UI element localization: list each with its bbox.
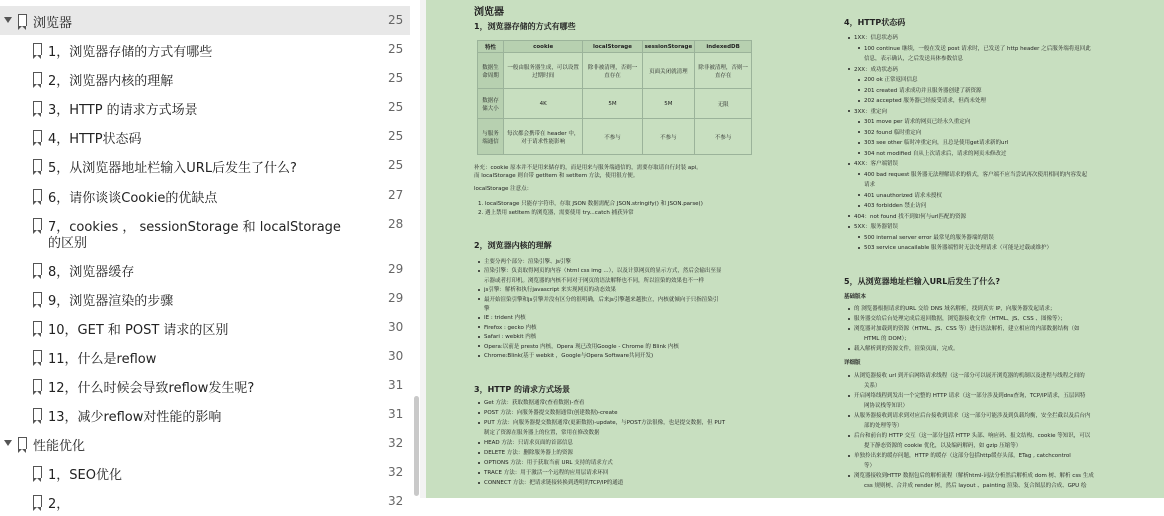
list-item (864, 482, 1086, 490)
list-item (478, 449, 573, 457)
outline-page-number: 25 (388, 158, 404, 172)
outline-page-number: 25 (388, 100, 404, 114)
bullet-icon (858, 100, 860, 102)
list-item-text: 示器或者打印机。浏览器的内核不同对于网页的语法解释也不同，所以渲染的效果也不一样 (484, 277, 705, 284)
outline-item[interactable] (0, 151, 410, 180)
table-header-cell: localStorage (583, 41, 642, 53)
list-item-text: 主要分两个部分：渲染引擎、js引擎 (484, 259, 571, 265)
list-item-text: 304 not modified 自从上次请求后，请求的网页未修改过 (864, 150, 1007, 157)
outline-item[interactable] (0, 255, 410, 284)
outline-page-number: 31 (388, 378, 404, 392)
outline-page-number: 32 (388, 465, 404, 479)
bookmark-icon (33, 130, 42, 142)
outline-scrollbar[interactable] (414, 396, 419, 496)
table-cell: 除非被清理，否则一直存在 (583, 53, 642, 89)
list-item-text: HEAD 方法：只请求页面的首部信息 (484, 440, 573, 446)
list-item (864, 335, 910, 343)
bullet-icon (478, 462, 480, 464)
list-item-text: 5XX：服务器错误 (854, 224, 899, 230)
list-item (478, 419, 725, 427)
table-cell: 5M (642, 89, 695, 119)
list-item (478, 314, 526, 322)
list-item (864, 442, 1021, 450)
list-item-text: Opera:以前是 presto 内核，Opera 现已改用Google - Chrome 的 Blink 内核 (484, 343, 679, 350)
outline-page-number: 25 (388, 129, 404, 143)
list-item (848, 345, 959, 353)
list-item-text: 3XX：重定向 (854, 108, 888, 115)
bookmark-icon (33, 321, 42, 333)
outline-item-label: 2， (48, 497, 70, 512)
note-line: 而 localStorage 则自带 getItem 和 setItem 方法，使用很方便。 (474, 173, 639, 179)
list-item (848, 432, 1090, 440)
list-item-text: 渲染引擎：负责取得网页的内容（html css img ...），以及计算网页的显示方式，然后会输出至显 (484, 268, 722, 275)
list-item-text: 503 service unacailable 服务器端暂时无法处理请求（可能是过载或维护） (864, 245, 1053, 251)
bookmark-icon (33, 495, 42, 507)
doc-title: 浏览器 (474, 7, 504, 18)
table-cell: 与服务端通信 (478, 119, 504, 155)
outline-item[interactable] (0, 181, 410, 210)
outline-item-label: 3，HTTP 的请求方式场景 (48, 103, 198, 118)
bullet-icon (858, 205, 860, 207)
outline-page-number: 25 (388, 42, 404, 56)
list-item-text: 信息，表示确认，之后发送具体参数信息 (864, 56, 964, 62)
list-item-text: 浏览器接收到HTTP 数据包后的解析流程（解析html-词法分析然后解析成 dom 树、解析 css 生成 (854, 473, 1094, 479)
bullet-icon (848, 68, 850, 70)
bullet-icon (848, 226, 850, 228)
basic-version-label: 基础版本 (844, 294, 867, 300)
list-item (864, 181, 875, 189)
list-item (848, 452, 1071, 460)
storage-table (477, 40, 752, 155)
outline-item[interactable] (0, 458, 410, 487)
list-item (864, 402, 908, 410)
table-cell: 不参与 (642, 119, 695, 155)
bullet-icon (848, 348, 850, 350)
bullet-icon (858, 194, 860, 196)
list-item-text: 1XX：信息状态码 (854, 35, 899, 41)
bullet-icon (848, 475, 850, 477)
list-item-text: 2XX：成功状态码 (854, 66, 899, 73)
table-header-cell: sessionStorage (642, 41, 695, 53)
outline-item-label: 1，浏览器存储的方式有哪些 (48, 45, 213, 60)
list-item (484, 277, 704, 285)
list-item (478, 324, 537, 332)
bullet-icon (848, 415, 850, 417)
list-item-text: 400 bad request 服务器无法理解请求的格式，客户端不应当尝试再次使用相同的内容发起 (864, 171, 1088, 178)
table-header-cell: cookie (504, 41, 583, 53)
list-item (858, 171, 1087, 179)
list-item (478, 409, 617, 417)
bullet-icon (478, 289, 480, 291)
list-item (478, 258, 571, 266)
table-cell: 不参与 (695, 119, 752, 155)
bookmark-icon (18, 437, 27, 449)
bullet-icon (478, 472, 480, 474)
detail-version-label: 详细版 (844, 360, 861, 366)
bookmark-icon (33, 408, 42, 420)
outline-item[interactable] (0, 122, 410, 151)
outline-item-label: 7，cookies ， sessionStorage 和 localStorage (48, 220, 341, 235)
list-item-text: 202 accepted 服务器已经接受请求，但尚未处理 (864, 98, 986, 104)
outline-page-number: 29 (388, 291, 404, 305)
list-item (858, 234, 994, 242)
outline-section-item[interactable] (0, 6, 410, 35)
bullet-icon (478, 422, 480, 424)
outline-item[interactable] (0, 342, 410, 371)
table-cell: 无限 (695, 89, 752, 119)
list-item (848, 412, 1091, 420)
list-item-text: CONNECT 方法：把请求链接转换到透明的TCP/IP的通道 (484, 480, 624, 486)
outline-item[interactable] (0, 487, 410, 516)
list-item (864, 55, 963, 63)
list-item (484, 305, 490, 313)
bullet-icon (848, 110, 850, 112)
section-heading-status-codes: 4，HTTP状态码 (844, 18, 906, 27)
outline-item[interactable] (0, 313, 410, 342)
list-item-text: DELETE 方法：删除服务器上的资源 (484, 450, 573, 456)
list-item-text: 后台和前台的 HTTP 交互（这一部分包括 HTTP 头部、响应码、报文结构、cookie 等知识，可以 (854, 433, 1091, 439)
bullet-icon (858, 247, 860, 249)
bullet-icon (478, 298, 480, 300)
bullet-icon (848, 215, 850, 217)
table-row (478, 53, 752, 89)
outline-page-number: 25 (388, 71, 404, 85)
table-header-cell: indexedDB (695, 41, 752, 53)
list-item (478, 296, 718, 304)
list-item-text: 403 forbidden 禁止访问 (864, 203, 927, 209)
note-line: 2. 遇上禁用 setItem 的浏览器，需要使用 try...catch 捕获异常 (478, 210, 634, 216)
bullet-icon (478, 452, 480, 454)
section-heading-url: 5，从浏览器地址栏输入URL后发生了什么? (844, 277, 1000, 286)
list-item-text: PUT 方法：向服务器提交数据通常(更新数据)-update，与POST方法很像，也是提交数据，但 PUT (484, 420, 726, 426)
list-item-text: Safari : webkit 内核 (484, 334, 537, 341)
bullet-icon (848, 435, 850, 437)
note-line: localStorage 注意点： (474, 186, 533, 192)
bullet-icon (478, 402, 480, 404)
outline-panel (0, 0, 420, 512)
list-item-text: 开启网络线程到发出一个完整的 HTTP 请求（这一部分涉及到dns查询，TCP/IP请求，五层因特 (854, 393, 1086, 399)
bullet-icon (858, 89, 860, 91)
bullet-icon (478, 261, 480, 263)
list-item-text: 浏览器对加载到的资源（HTML、JS、CSS 等）进行语法解析，建立相应的内部数据结构（如 (854, 326, 1080, 332)
outline-page-number: 30 (388, 320, 404, 334)
outline-page-number: 27 (388, 188, 404, 202)
bullet-icon (858, 47, 860, 49)
bookmark-icon (33, 159, 42, 171)
table-cell: 一般由服务器生成，可以设置过期时间 (504, 53, 583, 89)
section-heading-kernel: 2，浏览器内核的理解 (474, 241, 552, 250)
list-item (478, 439, 573, 447)
list-item (848, 66, 898, 74)
list-item-text: 404：not found 找不到如何与url匹配的资源 (854, 213, 967, 220)
outline-page-number: 29 (388, 262, 404, 276)
list-item (858, 45, 1091, 53)
list-item-text: 提下静态资源的 cookie 优化，以及编码解码，如 gzip 压缩等） (864, 443, 1022, 449)
bullet-icon (848, 308, 850, 310)
list-item-text: IE : trident 内核 (484, 315, 526, 322)
list-item-text: 303 see other 临时冲重定向，且总是使用get请求新的url (864, 140, 1009, 146)
bookmark-icon (33, 379, 42, 391)
outline-page-number: 32 (388, 494, 404, 508)
list-item-text: HTML 的 DOM）； (864, 336, 910, 342)
list-item (478, 469, 608, 477)
list-item (478, 286, 616, 294)
list-item-text: js引擎：解析和执行javascript 来实现网页的动态效果 (484, 287, 616, 294)
list-item (848, 34, 898, 42)
list-item (858, 87, 981, 95)
outline-item[interactable] (0, 64, 410, 93)
list-item (864, 462, 875, 470)
list-item-text: 网协议栈等知识） (864, 403, 909, 409)
list-item-text: OPTIONS 方法：用于获取当前 URL 支持的请求方式 (484, 460, 613, 466)
bullet-icon (848, 37, 850, 39)
list-item-text: 载入解析到的资源文件，渲染页面，完成。 (854, 346, 959, 352)
list-item-text: 服务器交给后台处理完成后返回数据，浏览器接收文件（HTML、JS、CSS 、图像等）； (854, 316, 1066, 322)
note-line: 补充：cookie 原本并不是用来储存的，而是用来与服务端通信的，需要存取请自行封装 api。 (474, 165, 702, 171)
list-item (478, 399, 584, 407)
list-item (848, 108, 887, 116)
bullet-icon (478, 345, 480, 347)
list-item (858, 202, 926, 210)
table-cell: 不参与 (583, 119, 642, 155)
list-item-text: Firefox : gecko 内核 (484, 324, 537, 331)
outline-item-label: 2，浏览器内核的理解 (48, 74, 174, 89)
list-item (848, 223, 898, 231)
bullet-icon (858, 236, 860, 238)
bullet-icon (858, 142, 860, 144)
section-heading-http-methods: 3，HTTP 的请求方式场景 (474, 385, 571, 394)
bullet-icon (858, 79, 860, 81)
list-item (848, 392, 1085, 400)
bullet-icon (848, 375, 850, 377)
outline-item-label: 1，SEO优化 (48, 468, 122, 483)
outline-item-label: 6，请你谈谈Cookie的优缺点 (48, 191, 218, 206)
list-item-text: 301 move per 请求的网页已经永久重定向 (864, 119, 971, 125)
bullet-icon (478, 355, 480, 357)
outline-item[interactable] (0, 35, 410, 64)
list-item (858, 97, 986, 105)
outline-item-label: 10，GET 和 POST 请求的区别 (48, 323, 229, 338)
list-item-text: 最开始渲染引擎和js引擎并没有区分的很明确，后来js引擎越来越独立，内核就倾向于只指渲染引 (484, 296, 719, 303)
table-cell: 5M (583, 89, 642, 119)
bookmark-icon (33, 189, 42, 201)
list-item (864, 422, 903, 430)
list-item-text: 的 浏览器根据请求的URL 交给 DNS 域名解析，找到真实 IP，向服务器发起请求； (854, 306, 1056, 312)
bookmark-icon (33, 263, 42, 275)
list-item-text: 500 internal server error 最常见的服务器端的错误 (864, 234, 994, 241)
outline-item[interactable] (0, 371, 410, 400)
table-row (478, 119, 752, 155)
bullet-icon (848, 395, 850, 397)
bookmark-icon (33, 72, 42, 84)
list-item-text: POST 方法：向服务器提交数据通常(创建数据)-create (484, 410, 618, 416)
outline-section-item[interactable] (0, 429, 410, 458)
outline-item[interactable] (0, 210, 410, 254)
list-item (858, 129, 921, 137)
outline-page-number: 25 (388, 13, 404, 27)
document-page (426, 0, 1164, 498)
list-item (848, 213, 966, 221)
list-item (478, 479, 623, 487)
list-item-text: TRACE 方法：用于激活一个远程的应用层请求环回 (484, 470, 609, 476)
bullet-icon (848, 328, 850, 330)
list-item-text: css 规则树、合并成 render 树，然后 layout 、painting 渲染、复合图层的合成、GPU 绘 (864, 483, 1087, 489)
outline-item-label: 5，从浏览器地址栏输入URL后发生了什么? (48, 161, 297, 176)
list-item (478, 352, 653, 360)
bullet-icon (478, 270, 480, 272)
bullet-icon (858, 131, 860, 133)
list-item (478, 267, 721, 275)
list-item-text: 201 created 请求成功并且服务器创建了新资源 (864, 87, 982, 94)
table-header-cell: 特性 (478, 41, 504, 53)
bullet-icon (478, 317, 480, 319)
bullet-icon (858, 152, 860, 154)
list-item-text: 关系） (864, 383, 881, 389)
list-item (848, 325, 1080, 333)
outline-item[interactable] (0, 93, 410, 122)
outline-item-label-cont: 的区别 (48, 236, 88, 251)
outline-item-label: 12，什么时候会导致reflow发生呢? (48, 381, 255, 396)
list-item-text: 100 continue 继续，一般在发送 post 请求时，已发送了 http header 之后服务端将返回此 (864, 45, 1091, 52)
bookmark-icon (33, 292, 42, 304)
list-item-text: Get 方法：获取数据通常(查看数据)-查看 (484, 400, 585, 406)
table-cell: 4K (504, 89, 583, 119)
bookmark-icon (33, 466, 42, 478)
bookmark-icon (33, 101, 42, 113)
list-item (478, 343, 679, 351)
list-item (848, 372, 1085, 380)
bookmark-icon (18, 14, 27, 26)
bullet-icon (848, 318, 850, 320)
list-item-text: 200 ok 正常返回信息 (864, 77, 918, 83)
list-item-text: 单独拎出来的缓存问题，HTTP 的缓存（这部分包括http缓存头部，ETag , catchcontrol (854, 453, 1071, 459)
outline-page-number: 31 (388, 407, 404, 421)
list-item (478, 459, 613, 467)
list-item (848, 160, 898, 168)
list-item (858, 118, 970, 126)
bookmark-icon (33, 218, 42, 230)
bullet-icon (848, 163, 850, 165)
bullet-icon (858, 173, 860, 175)
list-item (864, 382, 881, 390)
list-item-text: 制定了资源在服务器上的位置，常用在修改数据 (484, 430, 600, 436)
bullet-icon (478, 442, 480, 444)
list-item-text: 401 unauthorized 请求未授权 (864, 192, 942, 199)
outline-item-label: 浏览器 (33, 16, 73, 31)
list-item-text: 302 found 临时重定向 (864, 129, 922, 136)
outline-item[interactable] (0, 400, 410, 429)
outline-item-label: 4，HTTP状态码 (48, 132, 142, 147)
list-item (858, 244, 1052, 252)
outline-page-number: 32 (388, 436, 404, 450)
list-item (848, 472, 1094, 480)
list-item (858, 76, 918, 84)
list-item-text: Chrome:Blink(基于 webkit ，Google与Opera Software共同开发) (484, 353, 654, 359)
outline-item-label: 9，浏览器渲染的步骤 (48, 294, 174, 309)
outline-item-label: 13，减少reflow对性能的影响 (48, 410, 222, 425)
table-row (478, 89, 752, 119)
bullet-icon (478, 336, 480, 338)
list-item (858, 150, 1006, 158)
section-heading-storage: 1，浏览器存储的方式有哪些 (474, 22, 576, 31)
table-cell: 数据存储大小 (478, 89, 504, 119)
list-item-text: 部的处理等等） (864, 423, 903, 429)
table-cell: 数据生命周期 (478, 53, 504, 89)
outline-page-number: 28 (388, 217, 404, 231)
outline-page-number: 30 (388, 349, 404, 363)
list-item-text: 请求 (864, 182, 876, 188)
list-item (858, 139, 1008, 147)
list-item (848, 315, 1066, 323)
table-cell: 页面关闭就清理 (642, 53, 695, 89)
collapse-caret-icon[interactable] (4, 440, 12, 446)
list-item-text: 4XX：客户端错误 (854, 161, 899, 167)
bullet-icon (478, 412, 480, 414)
outline-item-label: 11，什么是reflow (48, 352, 157, 367)
list-item-text: 擎 (484, 306, 490, 312)
list-item (848, 305, 1055, 313)
list-item (478, 333, 536, 341)
outline-item-label: 性能优化 (33, 439, 86, 454)
bullet-icon (478, 326, 480, 328)
bookmark-icon (33, 350, 42, 362)
collapse-caret-icon[interactable] (4, 17, 12, 23)
note-line: 1. localStorage 只能存字符串，存取 JSON 数据需配合 JSON.stringify() 和 JSON.parse() (478, 201, 703, 207)
list-item (484, 429, 600, 437)
bookmark-icon (33, 43, 42, 55)
table-cell: 除非被清理，否则一直存在 (695, 53, 752, 89)
list-item-text: 从浏览器接收 url 到开启网络请求线程（这一部分可以展开浏览器的机制以及进程与线程之间的 (854, 373, 1085, 379)
list-item (858, 192, 942, 200)
bullet-icon (858, 121, 860, 123)
bullet-icon (848, 455, 850, 457)
list-item-text: 等） (864, 463, 876, 469)
outline-item[interactable] (0, 284, 410, 313)
outline-item-label: 8，浏览器缓存 (48, 265, 135, 280)
bullet-icon (478, 482, 480, 484)
list-item-text: 从服务器接收到请求到对应后台接收到请求（这一部分可能涉及到负载均衡，安全拦截以及后台内 (854, 413, 1091, 419)
table-cell: 每次都会携带在 header 中，对于请求性能影响 (504, 119, 583, 155)
